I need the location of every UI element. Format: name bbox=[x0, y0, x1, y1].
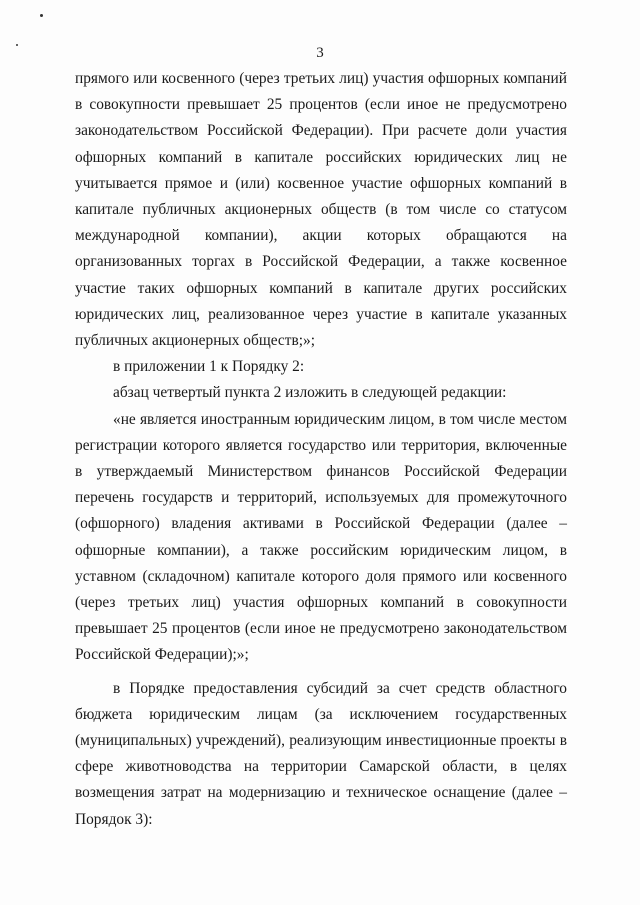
paragraph-continuation: прямого или косвенного (через третьих лиц) участия офшорных компаний в совокупности превышает 25 процентов (если иное не предусмотрено законодательством Российской Федерации). При расчете доли участия офшорных компаний в капитале российских юридических лиц не учитывается прямое и (или) косвенное участие офшорных компаний в капитале публичных акционерных обществ (в том числе со статусом международной компании), акции которых обращаются на организованных торгах в Российской Федерации, а также косвенное участие таких офшорных компаний в капитале других российских юридических лиц, реализованное через участие в капитале указанных публичных акционерных обществ;»; bbox=[75, 70, 567, 350]
paragraph-quoted-wording: «не является иностранным юридическим лицом, в том числе местом регистрации которого является государство или территория, включенные в утверждаемый Министерством финансов Российской Федерации перечень государств и территорий, используемых для промежуточного (офшорного) владения активами в Российской Федерации (далее – офшорные компании), а также российским юридическим лицом, в уставном (складочном) капитале которого доля прямого или косвенного (через третьих лиц) участия офшорных компаний в совокупности превышает 25 процентов (если иное не предусмотрено законодательством Российской Федерации);»; bbox=[75, 410, 567, 664]
paragraph-procedure-3: в Порядке предоставления субсидий за счет средств областного бюджета юридическим лицам (за исключением государственных (муниципальных) учреждений), реализующим инвестиционные проекты в сфере животноводства на территории Самарской области, в целях возмещения затрат на модернизацию и техническое оснащение (далее – Порядок 3): bbox=[75, 679, 567, 828]
paragraph-appendix-reference: в приложении 1 к Порядку 2: bbox=[113, 358, 305, 376]
paragraph-amendment-instruction: абзац четвертый пункта 2 изложить в следующей редакции: bbox=[113, 384, 507, 402]
page-number: 3 bbox=[316, 45, 324, 61]
scan-speck bbox=[40, 14, 43, 17]
document-body bbox=[75, 66, 567, 833]
